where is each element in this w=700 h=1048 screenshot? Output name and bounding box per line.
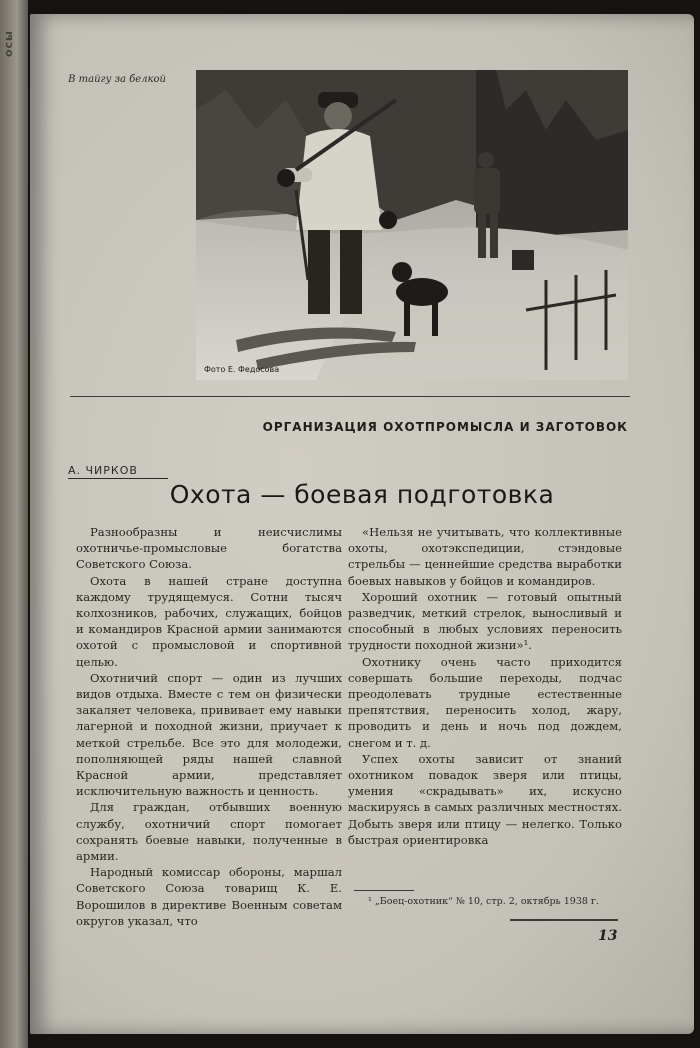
paragraph: Успех охоты зависит от знаний охотником повадок зверя или птицы, умения «скрадывать» их, искусно маскируясь в самых различных местностях. Добыть зверя или птицу — нелегко. Только быстрая ориентировка [348, 751, 622, 847]
paragraph: Хороший охотник — готовый опытный разведчик, меткий стрелок, выносливый и способный в любых условиях переносить трудности походной жизни»¹. [348, 589, 622, 653]
page-number: 13 [598, 928, 618, 944]
left-column [76, 524, 342, 929]
author-name: А. ЧИРКОВ [68, 464, 168, 479]
footnote-rule [354, 890, 414, 891]
page-bottom-rule [510, 919, 618, 921]
right-column [348, 524, 622, 848]
photo-caption: В тайгу за белкой [68, 74, 166, 85]
paragraph: Разнообразны и неисчислимы охотничье-промысловые богатства Советского Союза. [76, 525, 342, 572]
paragraph: Народный комиссар обороны, маршал Советского Союза товарищ К. Е. Ворошилов в директиве Военным советам округов указал, что [76, 865, 342, 928]
paragraph: «Нельзя не учитывать, что коллективные охоты, охотэкспедиции, стэндовые стрельбы — ценнейшие средства выработки боевых навыков у бойцов и командиров. [348, 525, 622, 588]
paragraph: Для граждан, отбывших военную службу, охотничий спорт помогает сохранять боевые навыки, полученные в армии. [76, 800, 342, 864]
photo-credit: Фото Е. Федосова [204, 365, 280, 374]
header-rule [70, 396, 630, 397]
section-heading: ОРГАНИЗАЦИЯ ОХОТПРОМЫСЛА И ЗАГОТОВОК [262, 420, 628, 434]
paragraph: Охотничий спорт — один из лучших видов отдыха. Вместе с тем он физически закаляет человека, прививает ему навыки лагерной и походной жизни, приучает к меткой стрельбе. Все это для молодежи, пополняющей ряды нашей славной Красной армии, представляет исключительную важность и ценность. [76, 670, 342, 799]
article-title: Охота — боевая подготовка [169, 480, 555, 509]
adjacent-page-edge [0, 0, 28, 1048]
hunters-photo [196, 70, 628, 380]
adjacent-page-text: осы [2, 30, 15, 58]
magazine-page [30, 14, 694, 1034]
footnote: ¹ „Боец-охотник“ № 10, стр. 2, октябрь 1938 г. [368, 896, 599, 907]
photo-illustration [196, 70, 628, 380]
paragraph: Охотнику очень часто приходится совершать большие переходы, подчас преодолевать трудные естественные препятствия, переносить холод, жару, проводить и день и ночь под дождем, снегом и т. д. [348, 654, 622, 750]
paragraph: Охота в нашей стране доступна каждому трудящемуся. Сотни тысяч колхозников, рабочих, служащих, бойцов и командиров Красной армии занимаются охотой с промысловой и спортивной целью. [76, 573, 342, 669]
